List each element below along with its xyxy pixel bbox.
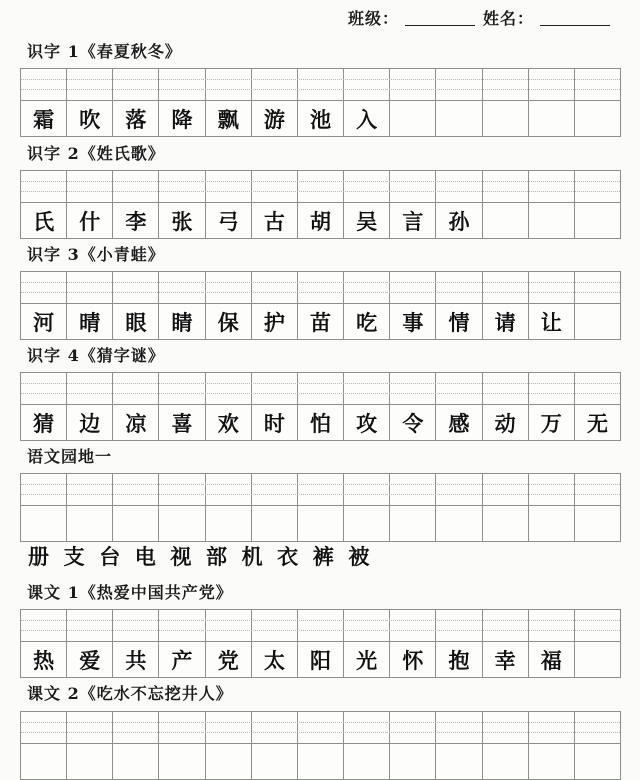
section-title: 识字 2《姓氏歌》 [27, 144, 165, 163]
pinyin-cell[interactable] [67, 712, 113, 743]
character-cell[interactable]: 入 [344, 101, 390, 136]
character-cell[interactable] [575, 101, 620, 136]
pinyin-cell[interactable] [529, 69, 575, 100]
character-cell[interactable] [159, 744, 205, 779]
pinyin-row [21, 171, 620, 203]
character-cell[interactable]: 霜 [21, 101, 67, 136]
character-cell[interactable]: 爱 [67, 642, 113, 677]
pinyin-cell[interactable] [575, 272, 620, 303]
writing-grid [20, 609, 621, 678]
pinyin-cell[interactable] [21, 272, 67, 303]
character-cell[interactable]: 抱 [436, 642, 482, 677]
pinyin-cell[interactable] [298, 171, 344, 202]
character-cell[interactable] [206, 744, 252, 779]
pinyin-cell[interactable] [483, 610, 529, 641]
character-cell[interactable] [529, 101, 575, 136]
loose-character: 支 [63, 544, 85, 569]
section-title: 识字 3《小青蛙》 [27, 245, 165, 264]
loose-character: 视 [170, 544, 192, 569]
character-cell[interactable]: 保 [206, 304, 252, 339]
character-cell[interactable]: 弓 [206, 203, 252, 238]
pinyin-cell[interactable] [21, 69, 67, 100]
character-cell[interactable]: 凉 [113, 405, 159, 440]
pinyin-row [21, 474, 620, 506]
pinyin-cell[interactable] [390, 474, 436, 505]
pinyin-cell[interactable] [575, 69, 620, 100]
character-cell[interactable] [113, 744, 159, 779]
pinyin-cell[interactable] [344, 712, 390, 743]
character-cell[interactable] [390, 506, 436, 541]
pinyin-cell[interactable] [390, 171, 436, 202]
pinyin-cell[interactable] [67, 69, 113, 100]
character-cell[interactable]: 喜 [159, 405, 205, 440]
pinyin-cell[interactable] [298, 474, 344, 505]
character-row [21, 405, 620, 440]
name-blank-field[interactable] [540, 9, 610, 26]
pinyin-cell[interactable] [436, 69, 482, 100]
character-cell[interactable] [344, 506, 390, 541]
pinyin-cell[interactable] [390, 69, 436, 100]
character-row [21, 744, 620, 779]
pinyin-cell[interactable] [21, 474, 67, 505]
character-cell[interactable] [206, 506, 252, 541]
pinyin-cell[interactable] [529, 712, 575, 743]
section-title: 语文园地一 [27, 447, 113, 466]
pinyin-cell[interactable] [575, 171, 620, 202]
pinyin-cell[interactable] [113, 171, 159, 202]
pinyin-cell[interactable] [483, 712, 529, 743]
pinyin-cell[interactable] [436, 373, 482, 404]
character-cell[interactable] [575, 744, 620, 779]
section-title: 识字 4《猜字谜》 [27, 346, 165, 365]
character-cell[interactable]: 张 [159, 203, 205, 238]
character-cell[interactable]: 晴 [67, 304, 113, 339]
character-cell[interactable]: 落 [113, 101, 159, 136]
character-cell[interactable]: 边 [67, 405, 113, 440]
character-cell[interactable] [390, 744, 436, 779]
pinyin-cell[interactable] [483, 69, 529, 100]
character-cell[interactable]: 游 [252, 101, 298, 136]
pinyin-cell[interactable] [159, 272, 205, 303]
writing-grid [20, 473, 621, 542]
character-cell[interactable]: 攻 [344, 405, 390, 440]
loose-character: 部 [205, 544, 227, 569]
character-cell[interactable]: 护 [252, 304, 298, 339]
character-cell[interactable]: 光 [344, 642, 390, 677]
pinyin-cell[interactable] [159, 610, 205, 641]
character-cell[interactable] [575, 506, 620, 541]
pinyin-cell[interactable] [529, 272, 575, 303]
pinyin-cell[interactable] [344, 474, 390, 505]
pinyin-cell[interactable] [67, 610, 113, 641]
character-row [21, 304, 620, 339]
pinyin-row [21, 69, 620, 101]
pinyin-cell[interactable] [390, 272, 436, 303]
pinyin-cell[interactable] [344, 69, 390, 100]
character-cell[interactable] [21, 744, 67, 779]
pinyin-cell[interactable] [390, 373, 436, 404]
character-cell[interactable]: 降 [159, 101, 205, 136]
pinyin-cell[interactable] [436, 474, 482, 505]
character-cell[interactable]: 什 [67, 203, 113, 238]
pinyin-cell[interactable] [436, 610, 482, 641]
pinyin-cell[interactable] [298, 373, 344, 404]
pinyin-cell[interactable] [529, 171, 575, 202]
pinyin-cell[interactable] [575, 373, 620, 404]
character-cell[interactable] [575, 642, 620, 677]
loose-character: 被 [348, 544, 370, 569]
character-cell[interactable]: 产 [159, 642, 205, 677]
pinyin-cell[interactable] [529, 610, 575, 641]
pinyin-cell[interactable] [344, 373, 390, 404]
character-cell[interactable] [390, 101, 436, 136]
pinyin-cell[interactable] [67, 272, 113, 303]
character-cell[interactable]: 吃 [344, 304, 390, 339]
character-cell[interactable]: 太 [252, 642, 298, 677]
loose-character: 电 [134, 544, 156, 569]
pinyin-cell[interactable] [206, 69, 252, 100]
character-cell[interactable] [529, 506, 575, 541]
character-cell[interactable]: 时 [252, 405, 298, 440]
character-cell[interactable]: 孙 [436, 203, 482, 238]
pinyin-cell[interactable] [252, 712, 298, 743]
pinyin-cell[interactable] [206, 373, 252, 404]
pinyin-cell[interactable] [159, 474, 205, 505]
character-cell[interactable]: 猜 [21, 405, 67, 440]
class-blank-field[interactable] [405, 9, 475, 26]
pinyin-cell[interactable] [252, 373, 298, 404]
pinyin-cell[interactable] [483, 171, 529, 202]
pinyin-row [21, 610, 620, 642]
character-cell[interactable] [529, 203, 575, 238]
character-cell[interactable]: 热 [21, 642, 67, 677]
pinyin-cell[interactable] [298, 69, 344, 100]
loose-character-row [28, 541, 384, 571]
pinyin-cell[interactable] [159, 69, 205, 100]
character-cell[interactable]: 氏 [21, 203, 67, 238]
pinyin-cell[interactable] [252, 69, 298, 100]
writing-grid [20, 271, 621, 340]
writing-grid [20, 372, 621, 441]
pinyin-cell[interactable] [529, 373, 575, 404]
character-cell[interactable]: 怀 [390, 642, 436, 677]
pinyin-cell[interactable] [298, 272, 344, 303]
character-cell[interactable]: 古 [252, 203, 298, 238]
character-cell[interactable]: 党 [206, 642, 252, 677]
character-cell[interactable]: 情 [436, 304, 482, 339]
class-label: 班级： [348, 9, 400, 28]
pinyin-cell[interactable] [206, 610, 252, 641]
pinyin-cell[interactable] [252, 272, 298, 303]
character-cell[interactable]: 感 [436, 405, 482, 440]
character-cell[interactable] [436, 744, 482, 779]
pinyin-cell[interactable] [206, 171, 252, 202]
name-label: 姓名： [483, 9, 535, 28]
pinyin-cell[interactable] [436, 272, 482, 303]
section-title: 识字 1《春夏秋冬》 [27, 42, 182, 61]
character-cell[interactable]: 吹 [67, 101, 113, 136]
pinyin-cell[interactable] [436, 712, 482, 743]
character-cell[interactable]: 动 [483, 405, 529, 440]
pinyin-cell[interactable] [529, 474, 575, 505]
pinyin-cell[interactable] [113, 373, 159, 404]
pinyin-cell[interactable] [344, 610, 390, 641]
pinyin-cell[interactable] [159, 171, 205, 202]
character-cell[interactable] [483, 744, 529, 779]
pinyin-cell[interactable] [113, 712, 159, 743]
character-cell[interactable] [575, 203, 620, 238]
pinyin-cell[interactable] [67, 373, 113, 404]
loose-character: 裤 [312, 544, 334, 569]
pinyin-cell[interactable] [344, 171, 390, 202]
character-cell[interactable]: 飘 [206, 101, 252, 136]
pinyin-cell[interactable] [113, 610, 159, 641]
character-cell[interactable] [21, 506, 67, 541]
section-title: 课文 1《热爱中国共产党》 [27, 583, 233, 602]
pinyin-cell[interactable] [67, 474, 113, 505]
character-cell[interactable] [113, 506, 159, 541]
pinyin-cell[interactable] [483, 474, 529, 505]
loose-character: 台 [99, 544, 121, 569]
character-cell[interactable]: 无 [586, 410, 608, 436]
section-title: 课文 2《吃水不忘挖井人》 [27, 684, 233, 703]
character-row [21, 642, 620, 677]
pinyin-cell[interactable] [390, 610, 436, 641]
pinyin-cell[interactable] [67, 171, 113, 202]
pinyin-cell[interactable] [298, 712, 344, 743]
character-cell[interactable]: 怕 [298, 405, 344, 440]
character-cell[interactable]: 令 [390, 405, 436, 440]
character-cell[interactable] [483, 203, 529, 238]
pinyin-cell[interactable] [252, 610, 298, 641]
character-cell[interactable] [483, 101, 529, 136]
pinyin-cell[interactable] [252, 474, 298, 505]
character-cell[interactable] [252, 506, 298, 541]
loose-character: 机 [241, 544, 263, 569]
pinyin-cell[interactable] [390, 712, 436, 743]
character-cell[interactable]: 万 [529, 405, 575, 440]
character-cell[interactable]: 言 [390, 203, 436, 238]
writing-grid [20, 711, 621, 780]
character-cell[interactable]: 阳 [298, 642, 344, 677]
character-cell[interactable]: 池 [298, 101, 344, 136]
pinyin-row [21, 373, 620, 405]
pinyin-row [21, 272, 620, 304]
character-cell[interactable] [575, 304, 620, 339]
pinyin-cell[interactable] [575, 610, 620, 641]
pinyin-cell[interactable] [21, 610, 67, 641]
student-info-header [348, 6, 618, 29]
character-cell[interactable]: 李 [113, 203, 159, 238]
pinyin-cell[interactable] [483, 272, 529, 303]
pinyin-cell[interactable] [113, 474, 159, 505]
character-cell[interactable]: 欢 [206, 405, 252, 440]
character-cell[interactable]: 幸 [483, 642, 529, 677]
character-cell[interactable]: 让 [529, 304, 575, 339]
character-cell[interactable] [344, 744, 390, 779]
character-cell[interactable] [436, 101, 482, 136]
character-cell[interactable] [159, 506, 205, 541]
pinyin-cell[interactable] [113, 69, 159, 100]
character-cell[interactable] [436, 506, 482, 541]
pinyin-cell[interactable] [252, 171, 298, 202]
character-cell[interactable]: 眼 [113, 304, 159, 339]
character-row [21, 506, 620, 541]
pinyin-cell[interactable] [436, 171, 482, 202]
pinyin-cell[interactable] [344, 272, 390, 303]
character-cell[interactable] [298, 744, 344, 779]
loose-character: 册 [28, 544, 49, 569]
pinyin-cell[interactable] [483, 373, 529, 404]
pinyin-cell[interactable] [206, 712, 252, 743]
pinyin-cell[interactable] [575, 712, 620, 743]
character-cell[interactable] [529, 744, 575, 779]
character-cell[interactable]: 事 [390, 304, 436, 339]
character-cell[interactable]: 请 [483, 304, 529, 339]
character-cell[interactable] [298, 506, 344, 541]
writing-grid [20, 170, 621, 239]
pinyin-cell[interactable] [159, 712, 205, 743]
character-cell[interactable] [67, 744, 113, 779]
character-row [21, 101, 620, 136]
pinyin-row [21, 712, 620, 744]
character-cell[interactable]: 共 [113, 642, 159, 677]
pinyin-cell[interactable] [21, 712, 67, 743]
character-cell[interactable]: 福 [529, 642, 575, 677]
loose-character: 衣 [277, 544, 299, 569]
character-row [21, 203, 620, 238]
pinyin-cell[interactable] [206, 474, 252, 505]
character-cell[interactable]: 河 [21, 304, 67, 339]
pinyin-cell[interactable] [21, 171, 67, 202]
character-cell[interactable]: 吴 [344, 203, 390, 238]
character-cell[interactable] [67, 506, 113, 541]
pinyin-cell[interactable] [206, 272, 252, 303]
character-cell[interactable] [483, 506, 529, 541]
pinyin-cell[interactable] [575, 474, 620, 505]
pinyin-cell[interactable] [298, 610, 344, 641]
character-cell[interactable]: 胡 [298, 203, 344, 238]
pinyin-cell[interactable] [113, 272, 159, 303]
character-cell[interactable]: 苗 [298, 304, 344, 339]
character-cell[interactable]: 睛 [159, 304, 205, 339]
writing-grid [20, 68, 621, 137]
pinyin-cell[interactable] [159, 373, 205, 404]
pinyin-cell[interactable] [21, 373, 67, 404]
character-cell[interactable] [252, 744, 298, 779]
